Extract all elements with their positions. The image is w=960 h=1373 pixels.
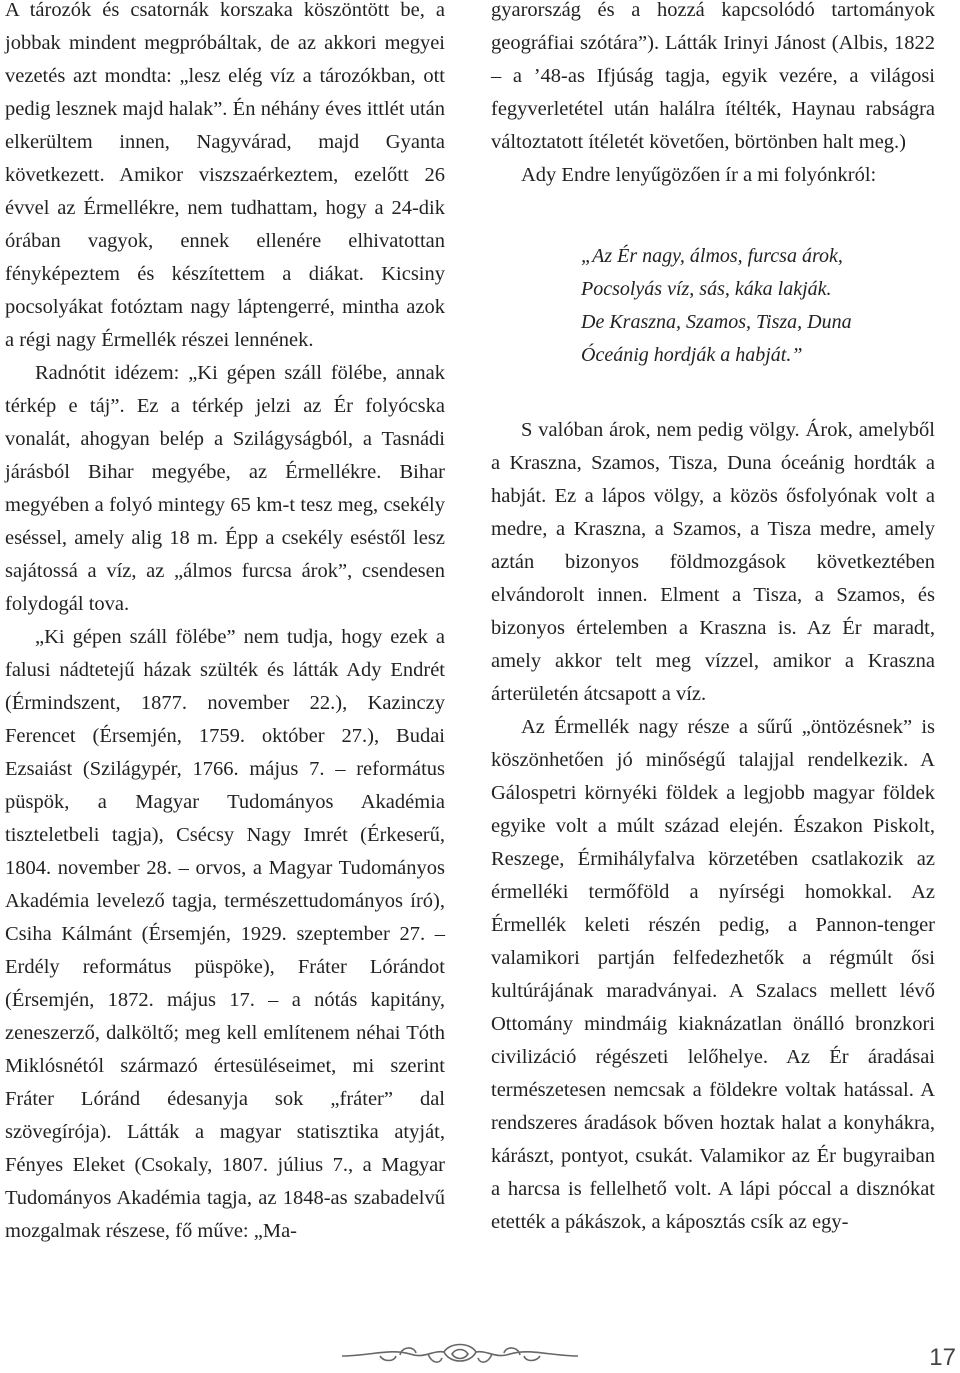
poem-line: De Kraszna, Szamos, Tisza, Duna: [581, 311, 852, 333]
poem-line: Óceánig hordják a habját.”: [581, 344, 803, 366]
poem-line: Pocsolyás víz, sás, káka lakják.: [581, 278, 832, 300]
paragraph: S valóban árok, nem pedig völgy. Árok, amelyből a Kraszna, Szamos, Tisza, Duna óceánig hordták a habját. Ez a lápos völgy, a közös ősfolyónak volt a medre, a Kraszna, a Szamos, a Tisza medre, amely aztán bizonyos földmozgások következtében elvándorolt innen. Elment a Tisza, a Szamos, és bizonyos értelemben a Kraszna is. Az Ér maradt, amely akkor telt meg vízzel, amikor a Kraszna árterületén átcsapott a víz.: [491, 419, 935, 705]
paragraph: Az Érmellék nagy része a sűrű „öntözésnek” is köszönhetően jó minőségű talajjal rendelkezik. A Gálospetri környéki földek a legjobb magyar földek egyike volt a múlt század elején. Északon Piskolt, Reszege, Érmihályfalva körzetében csatlakozik az érmelléki termőföld a nyírségi homokkal. Az Érmellék keleti részén pedig, a Pannon-tenger valamikori partján felfedezhetők a régmúlt ősi kultúrájának maradványai. A Szalacs mellett lévő Ottomány mindmáig kiaknázatlan önálló bronzkori civilizáció régészeti lelőhelye. Az Ér áradásai természetesen nemcsak a földekre voltak hatással. A rendszeres áradások bőven hoztak halat a konyhákra, kárászt, pontyot, csukát. Valamikor az Ér bugyraiban a harcsa is fellelhető volt. A lápi póccal a disznókat etették a pákászok, a káposztás csík az egy-: [491, 716, 935, 1233]
paragraph: „Ki gépen száll fölébe” nem tudja, hogy ezek a falusi nádtetejű házak szülték és látták Ady Endrét (Érmindszent, 1877. november 22.), Kazinczy Ferencet (Érsemjén, 1759. október 27.), Budai Ezsaiást (Szilágypér, 1766. május 7. – református püspök, a Magyar Tudományos Akadémia tiszteletbeli tagja), Csécsy Nagy Imrét (Érkeserű, 1804. november 28. – orvos, a Magyar Tudományos Akadémia levelező tagja, természettudományos író), Csiha Kálmánt (Érsemjén, 1929. szeptember 27. – Erdély református püspöke), Fráter Lórándot (Érsemjén, 1872. május 17. – a nótás kapitány, zeneszerző, dalköltő; meg kell említenem néhai Tóth Miklósnétól származó értesüléseimet, mi szerint Fráter Lóránd édesanyja sok „fráter” dal szövegírója). Látták a magyar statisztika atyját, Fényes Eleket (Csokaly, 1807. július 7., a Magyar Tudományos Akadémia tagja, az 1848-as szabadelvű mozgalmak részese, fő műve: „Ma-: [5, 626, 445, 1242]
paragraph: A tározók és csatornák korszaka köszöntött be, a jobbak mindent megpróbáltak, de az akkori megyei vezetés azt mondta: „lesz elég víz a tározókban, ott pedig lesznek majd halak”. Én néhány éves ittlét után elkerültem innen, Nagyvárad, majd Gyanta következett. Amikor viszszaérkeztem, ezelőtt 26 évvel az Érmellékre, nem tudhattam, hogy a 24-dik órában vagyok, ennek ellenére elhivatottan fényképeztem és készítettem a diákat. Kicsiny pocsolyákat fotóztam nagy láptengerré, mintha azok a régi nagy Érmellék részei lennének.: [5, 0, 445, 351]
paragraph-continuation: gyarország és a hozzá kapcsolódó tartományok geográfiai szótára”). Látták Irinyi Jánost (Albis, 1822 – a ’48-as Ifjúság tagja, egyik vezére, a világosi fegyverletétel után halálra ítélték, Haynau rabságra változtatott ítéletét követően, börtönben halt meg.): [491, 0, 935, 153]
poem: [581, 240, 935, 372]
flourish-ornament-icon: [340, 1338, 580, 1372]
paragraph: Radnótit idézem: „Ki gépen száll fölébe, annak térkép e táj”. Ez a térkép jelzi az Ér folyócska vonalát, ahogyan belép a Szilágyságból, a Tasnádi járásból Bihar megyébe, az Érmellékre. Bihar megyében a folyó mintegy 65 km-t tesz meg, csekély eséssel, amely alig 18 m. Épp a csekély eséstől lesz sajátossá a víz, az „álmos furcsa árok”, csendesen folydogál tova.: [5, 362, 445, 615]
left-column: [5, 0, 445, 1248]
right-column: [491, 0, 935, 1239]
page-number: 17: [929, 1344, 956, 1371]
poem-line: „Az Ér nagy, álmos, furcsa árok,: [581, 245, 843, 267]
poem-intro: Ady Endre lenyűgözően ír a mi folyónkról:: [521, 164, 877, 186]
